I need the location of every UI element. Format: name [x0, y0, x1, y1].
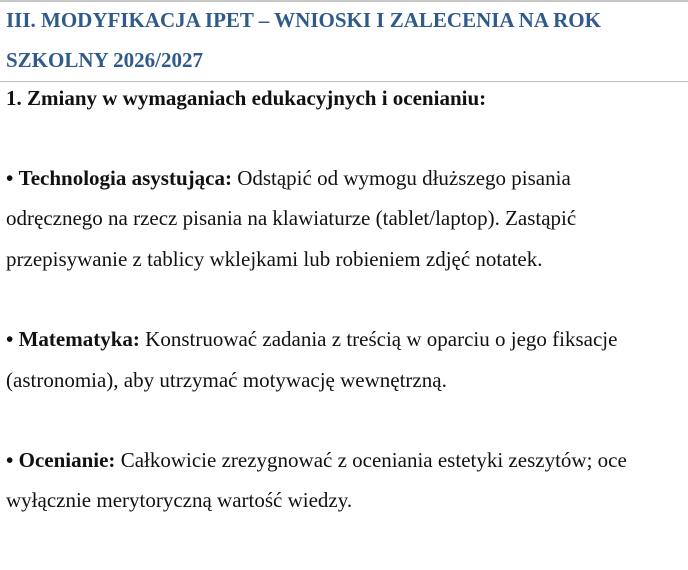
- bullet: •: [6, 327, 14, 351]
- bullet: •: [6, 448, 14, 472]
- list-item-label: Technologia asystująca:: [18, 166, 232, 190]
- list-item-technology-line-2: odręcznego na rzecz pisania na klawiaturze (tablet/laptop). Zastąpić: [6, 206, 577, 230]
- section-heading-line-2: SZKOLNY 2026/2027: [6, 48, 203, 72]
- section-heading-line-1: III. MODYFIKACJA IPET – WNIOSKI I ZALECENIA NA ROK: [6, 8, 601, 32]
- list-item-label: Matematyka:: [18, 327, 140, 351]
- list-item-label: Ocenianie:: [18, 448, 116, 472]
- subsection-title: 1. Zmiany w wymaganiach edukacyjnych i ocenianiu:: [6, 86, 487, 110]
- bullet: •: [6, 166, 14, 190]
- list-item-text: Całkowicie zrezygnować z oceniania estetyki zeszytów; oce: [115, 448, 627, 472]
- section-heading: [6, 0, 688, 80]
- list-item-technology-line-3: przepisywanie z tablicy wklejkami lub robieniem zdjęć notatek.: [6, 247, 543, 271]
- list-item-text: Odstąpić od wymogu dłuższego pisania: [231, 166, 571, 190]
- list-item-math-line-1: [6, 319, 617, 359]
- list-item-text: Konstruować zadania z treścią w oparciu o jego fiksacje: [139, 327, 618, 351]
- list-item-grading-line-1: [6, 440, 627, 480]
- list-item-technology-line-1: [6, 158, 571, 198]
- list-item-grading-line-2: wyłącznie merytoryczną wartość wiedzy.: [6, 488, 353, 512]
- list-item-math-line-2: (astronomia), aby utrzymać motywację wewnętrzną.: [6, 368, 447, 392]
